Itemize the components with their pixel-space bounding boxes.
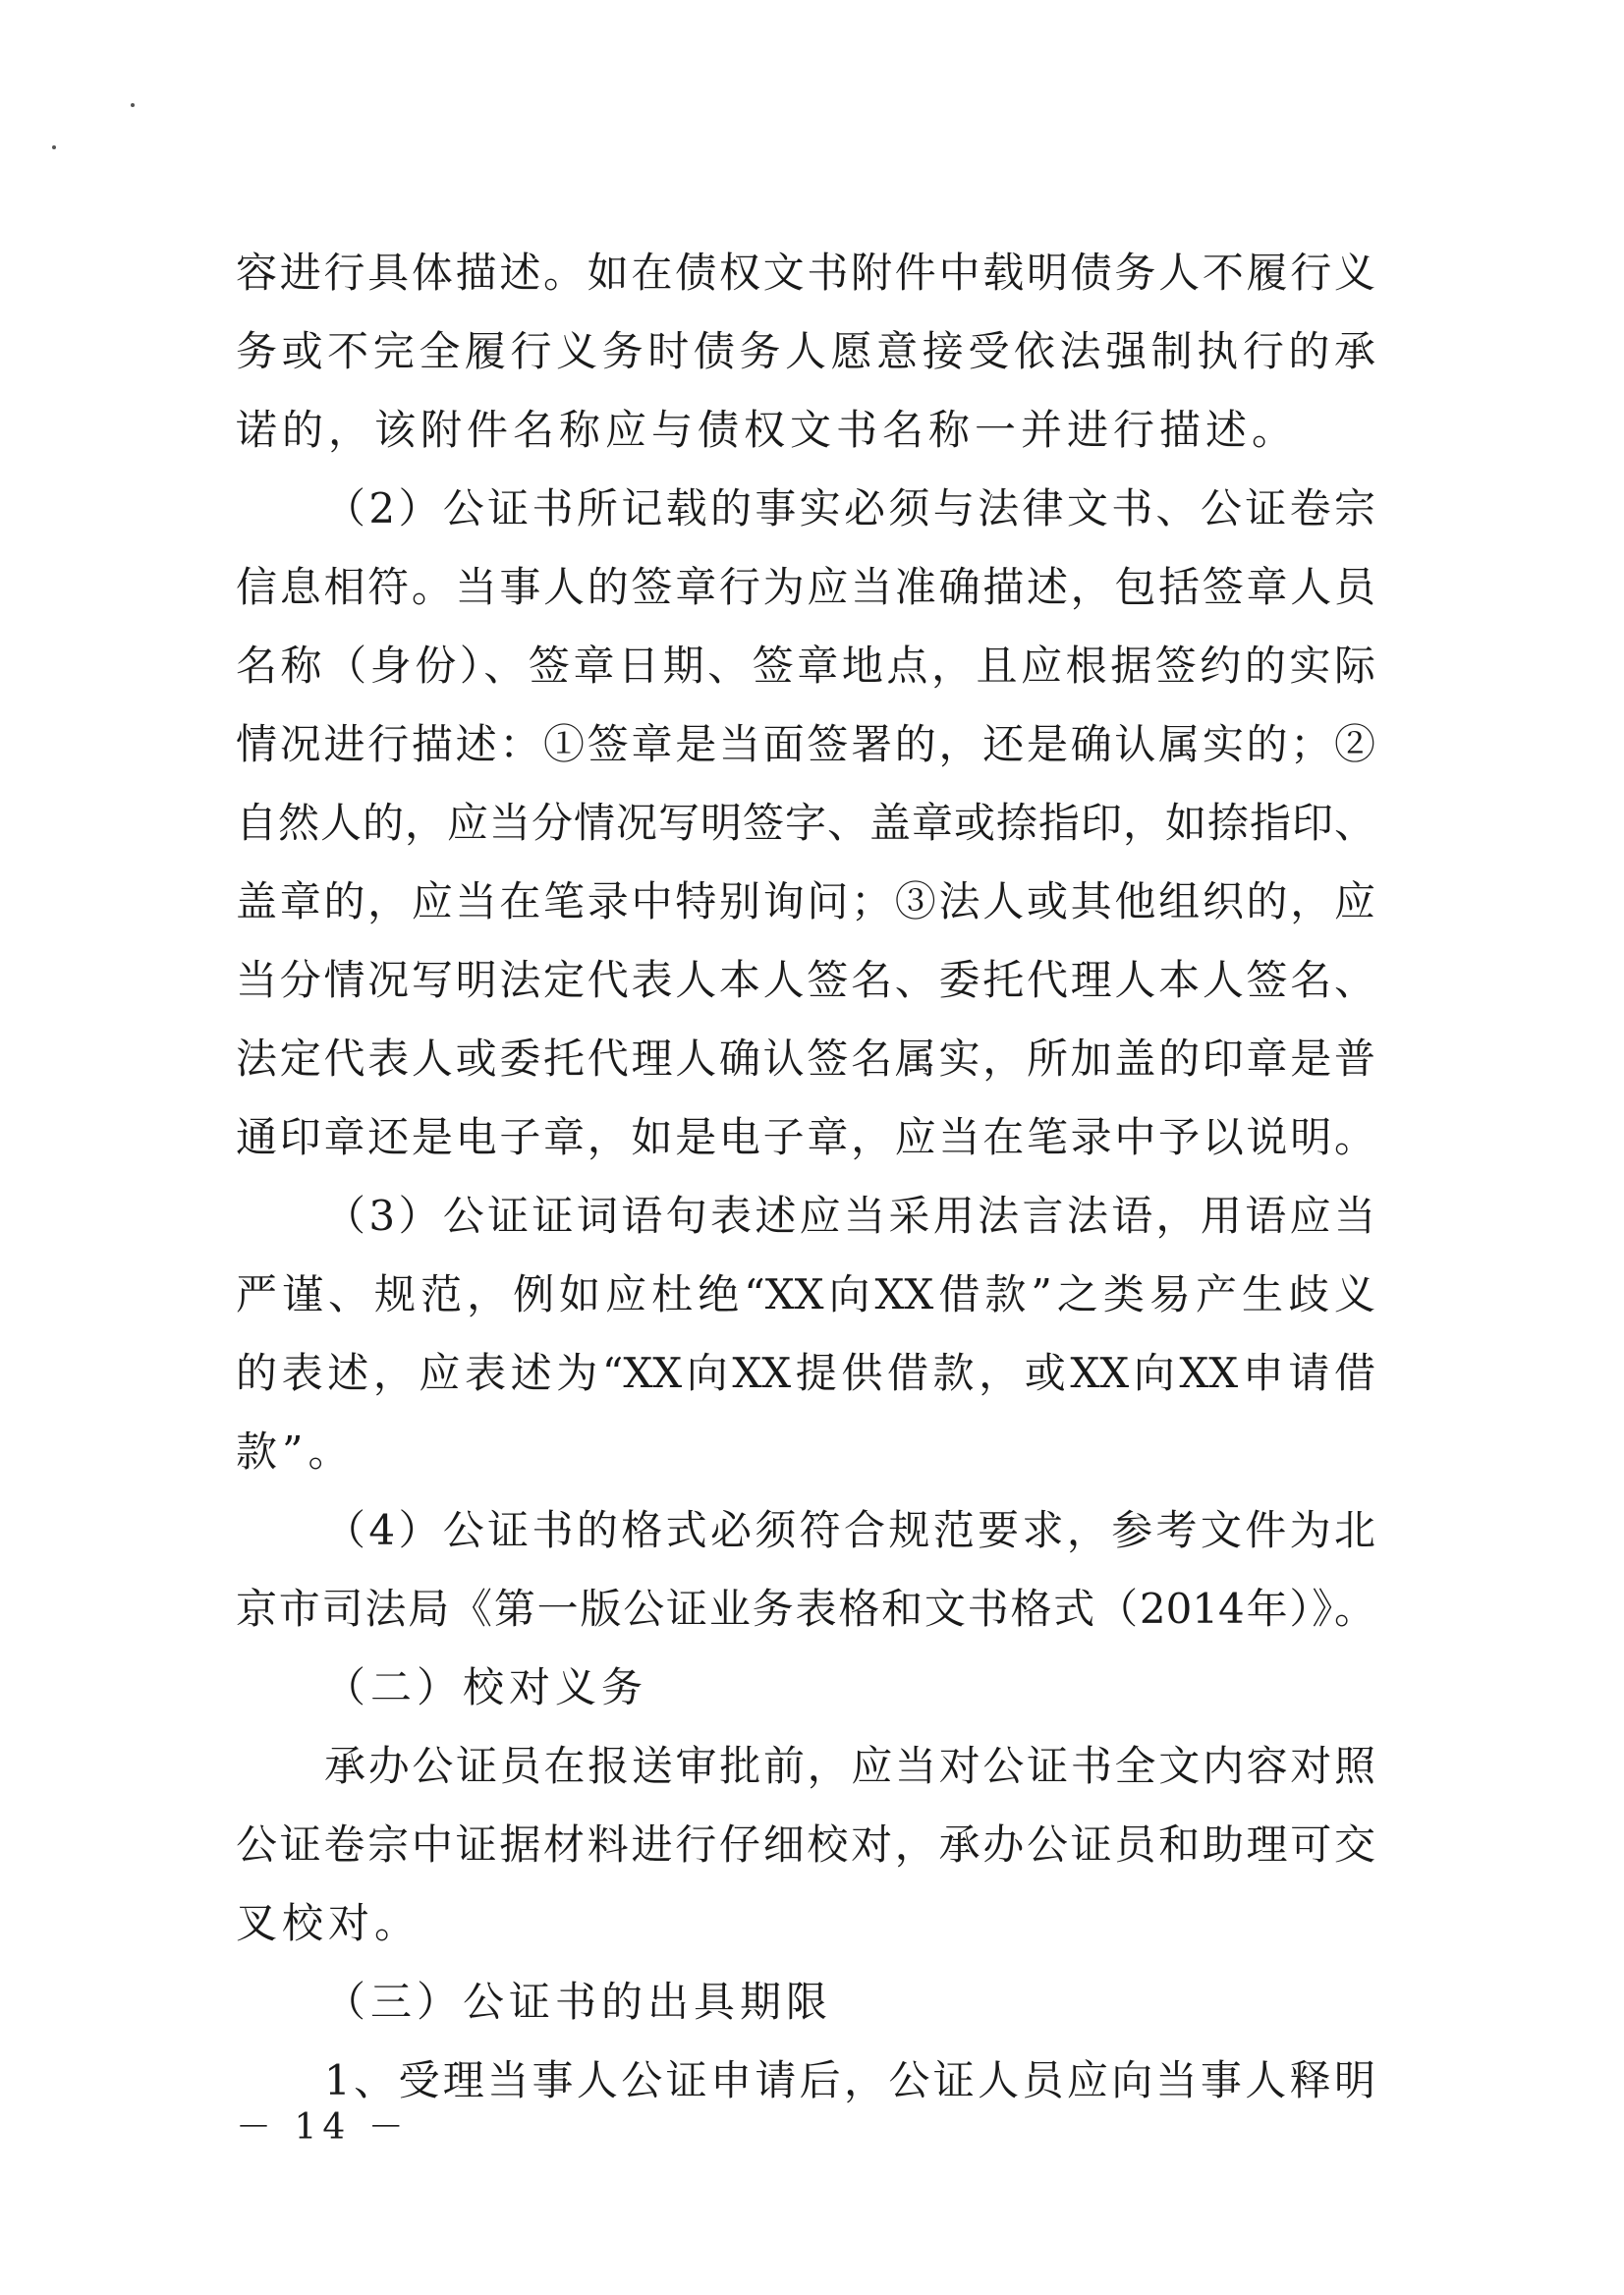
body-text-line: 公证卷宗中证据材料进行仔细校对，承办公证员和助理可交 [236,1820,1375,1869]
body-text-line: 京市司法局《第一版公证业务表格和文书格式（2014年）》。 [236,1585,1375,1633]
body-text-line: 容进行具体描述。如在债权文书附件中载明债务人不履行义 [236,249,1375,297]
scan-speck [131,103,135,107]
body-text-line: 承办公证员在报送审批前，应当对公证书全文内容对照 [324,1742,1375,1790]
body-text-line: 诺的，该附件名称应与债权文书名称一并进行描述。 [236,406,1299,454]
body-text-line: 情况进行描述：①签章是当面签署的，还是确认属实的；② [236,720,1375,768]
body-text-line: 盖章的，应当在笔录中特别询问；③法人或其他组织的，应 [236,877,1375,925]
page-number: － 14 － [236,2107,410,2148]
section-heading-proofreading: （二）校对义务 [324,1663,648,1711]
body-text-line: 法定代表人或委托代理人确认签名属实，所加盖的印章是普 [236,1035,1375,1083]
body-text-line: 当分情况写明法定代表人本人签名、委托代理人本人签名、 [236,956,1375,1004]
body-text-line: 1、受理当事人公证申请后，公证人员应向当事人释明 [324,2056,1375,2104]
paragraph-heading-2: （2）公证书所记载的事实必须与法律文书、公证卷宗 [324,484,1375,532]
paragraph-heading-3: （3）公证证词语句表述应当采用法言法语，用语应当 [324,1192,1375,1240]
scan-speck [52,145,56,149]
paragraph-heading-4: （4）公证书的格式必须符合规范要求，参考文件为北 [324,1506,1375,1554]
body-text-line: 严谨、规范，例如应杜绝“XX向XX借款”之类易产生歧义 [236,1270,1375,1318]
body-text-line: 款”。 [236,1427,355,1476]
body-text-line: 务或不完全履行义务时债务人愿意接受依法强制执行的承 [236,327,1375,375]
body-text-line: 通印章还是电子章，如是电子章，应当在笔录中予以说明。 [236,1113,1375,1161]
body-text-line: 自然人的，应当分情况写明签字、盖章或捺指印，如捺指印、 [236,799,1375,847]
body-text-line: 名称（身份）、签章日期、签章地点，且应根据签约的实际 [236,642,1375,690]
body-text-line: 的表述，应表述为“XX向XX提供借款，或XX向XX申请借 [236,1349,1375,1397]
body-text-line: 信息相符。当事人的签章行为应当准确描述，包括签章人员 [236,563,1375,611]
section-heading-issue-deadline: （三）公证书的出具期限 [324,1978,833,2026]
body-text-line: 叉校对。 [236,1899,421,1947]
